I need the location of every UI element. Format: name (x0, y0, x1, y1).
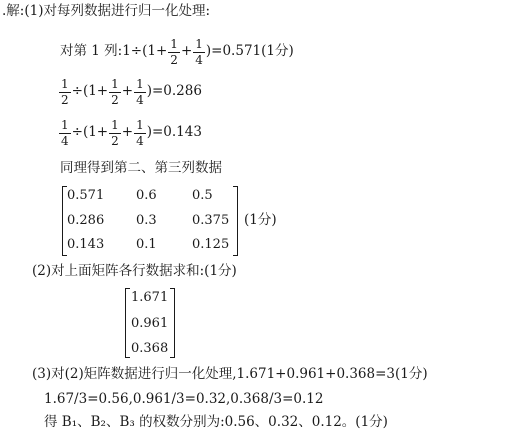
plus-sign: + (180, 43, 193, 60)
matrix-cell: 0.571 (67, 188, 105, 203)
step-3-text: (3)对(2)矩阵数据进行归一化处理,1.671+0.961+0.368=3(1分) (32, 366, 428, 382)
matrix-cell: 0.286 (67, 213, 105, 228)
fraction-one-half: $\frac{1}{2}$ (170, 36, 178, 67)
plus-sign: + (121, 124, 134, 141)
matrix-cell: 0.375 (192, 213, 230, 228)
fraction-one-half: $\frac{1}{2}$ (61, 76, 69, 107)
equation-result: )=0.286 (146, 83, 202, 100)
equation-second-entry (58, 76, 202, 108)
matrix-cell: 0.6 (136, 188, 157, 203)
matrix-cell: 0.143 (67, 237, 105, 252)
step-3-calculation: 1.67/3=0.56,0.961/3=0.32,0.368/3=0.12 (44, 391, 324, 407)
fraction-one-half: $\frac{1}{2}$ (111, 76, 119, 107)
vector-cell: 1.671 (131, 290, 169, 305)
matrix-cell: 0.1 (136, 237, 157, 252)
matrix-cell: 0.125 (192, 237, 230, 252)
matrix-score: (1分) (244, 212, 277, 228)
solution-header: .解:(1)对每列数据进行归一化处理: (2, 3, 211, 19)
divide-open: ÷(1+ (71, 124, 109, 141)
plus-sign: + (121, 83, 134, 100)
equation-result: )=0.571(1分) (205, 43, 294, 60)
equation-result: )=0.143 (146, 124, 202, 141)
fraction-one-quarter: $\frac{1}{4}$ (136, 117, 144, 148)
vector-cell: 0.368 (131, 341, 169, 356)
fraction-one-half: $\frac{1}{2}$ (111, 117, 119, 148)
left-bracket (125, 288, 130, 358)
right-bracket (170, 288, 175, 358)
vector-cell: 0.961 (131, 316, 169, 331)
fraction-one-quarter: $\frac{1}{4}$ (136, 76, 144, 107)
matrix-cell: 0.5 (192, 188, 213, 203)
equation-third-entry (58, 117, 202, 149)
row-sum-vector (125, 288, 175, 358)
normalized-matrix (62, 186, 238, 256)
right-bracket (233, 186, 238, 256)
matrix-cell: 0.3 (136, 213, 157, 228)
column-1-equation (60, 36, 294, 68)
final-weights: 得 B₁、B₂、B₃ 的权数分别为:0.56、0.32、0.12。(1分) (44, 414, 388, 430)
step-2-text: (2)对上面矩阵各行数据求和:(1分) (32, 263, 237, 279)
divide-open: ÷(1+ (71, 83, 109, 100)
equation-prefix: 对第 1 列:1÷(1+ (60, 43, 168, 60)
fraction-one-quarter: $\frac{1}{4}$ (61, 117, 69, 148)
fraction-one-quarter: $\frac{1}{4}$ (195, 36, 203, 67)
similar-columns-note: 同理得到第二、第三列数据 (60, 160, 222, 176)
